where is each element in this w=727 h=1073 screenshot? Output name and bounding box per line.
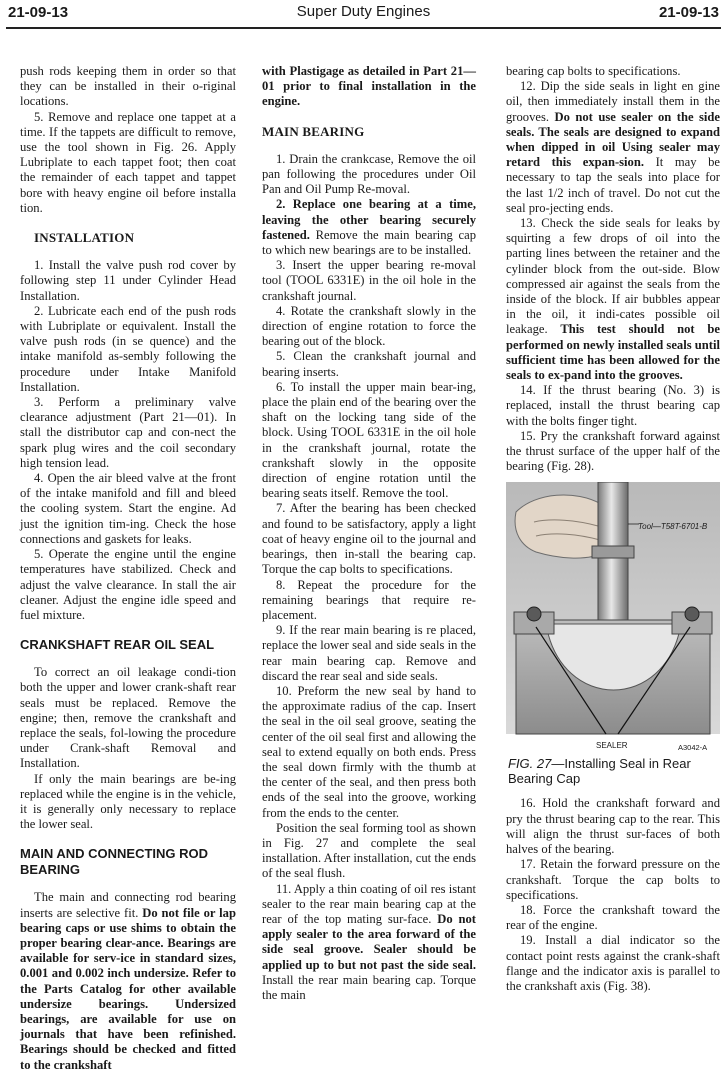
column-middle [262, 64, 476, 1003]
step [506, 216, 720, 383]
figure-caption [508, 756, 720, 786]
section-heading-crankshaft-seal: CRANKSHAFT REAR OIL SEAL [20, 637, 215, 653]
running-title: Super Duty Engines [296, 3, 431, 20]
step: 2. Lubricate each end of the push rods with Lubriplate or equivalent. Install the valve push rods (in se quence) and the intake manifold as-sembly following the procedure under Intake Manifold Installation. [20, 303, 236, 394]
step: 19. Install a dial indicator so the contact point rests against the crank-shaft flange and the indicator axis is parallel to the crankshaft axis (Fig. 38). [506, 933, 720, 993]
section-heading-installation: INSTALLATION [34, 230, 135, 246]
figure-27 [506, 482, 720, 752]
section-heading-main-bearing: MAIN BEARING [262, 123, 365, 139]
text-run: Install the rear main bearing cap. Torque the main [262, 972, 476, 1002]
step: 15. Pry the crankshaft forward against the thrust surface of the upper half of the bearing (Fig. 28). [506, 428, 720, 474]
step: 5. Clean the crankshaft journal and bearing inserts. [262, 349, 476, 379]
step: 3. Insert the upper bearing re-moval tool (TOOL 6331E) in the oil hole in the crankshaft journal. [262, 258, 476, 303]
step: 4. Open the air bleed valve at the front of the intake manifold and fill and bleed the cooling system. Start the engine. Ad just the ignition tim-ing. Check the hose connections and gaskets for leaks. [20, 471, 236, 546]
step: 3. Perform a preliminary valve clearance adjustment (Part 21—01). In stall the distributor cap and con-nect the spark plug wires and the coil secondary high tension lead. [20, 395, 236, 470]
page-header [0, 0, 727, 26]
step [506, 79, 720, 216]
step [262, 882, 476, 1004]
warning-text: 2. Replace one bearing at a time, leaving the other bearing securely fastened. [262, 197, 476, 242]
step: Position the seal forming tool as shown in Fig. 27 and complete the seal installation. After installation, cut the ends of the seal flush. [262, 820, 476, 881]
figure-code: A3042-A [678, 743, 708, 753]
step: 5. Operate the engine until the engine temperatures have stabilized. Check and adjust the valve clearance. In stall the air cleaner. Adjust the engine idle speed and fuel mixture. [20, 547, 236, 622]
figure-label-sealer: SEALER [596, 741, 628, 751]
warning-text: with Plastigage as detailed in Part 21—01 prior to final installation in the engine. [262, 64, 476, 109]
text-run: 12. Dip the side seals in light en gine oil, then immediately install them in the grooves. [506, 79, 720, 124]
warning-text: This test should not be performed on newly installed seals until sufficient time has been allowed for the seals to ex-pand into the grooves. [506, 322, 721, 383]
page-number-right: 21-09-13 [658, 4, 719, 21]
caption-text: —Installing Seal in Rear Bearing Cap [508, 756, 691, 787]
warning-text: Do not file or lap bearing caps or use shims to obtain the proper bearing clear-ance. Bearings are available for serv-ice in standard sizes, 0.001 and 0.002 inch undersize. Refer to the Parts Catalog for other available undersize bearings. Undersized bearings, are available for use on journals that have been refinished. Bearings should be checked and fitted to the crankshaft [20, 905, 236, 1072]
caption-figure-number: FIG. 27 [508, 756, 552, 772]
paragraph: bearing cap bolts to specifications. [506, 64, 681, 78]
step: 7. After the bearing has been checked and found to be satisfactory, apply a light coat of heavy engine oil to the journal and bearings, then in-stall the bearing cap. Torque the cap bolts to specifications. [262, 501, 476, 577]
header-rule [6, 27, 721, 29]
warning-text: Do not use sealer on the side seals. The seals are designed to expand when dipped in oil Using sealer may retard this expan-sion. [506, 109, 721, 170]
text-run: Remove the main bearing cap to which new bearings are to be installed. [262, 227, 476, 258]
step: 8. Repeat the procedure for the remaining bearings that require re-placement. [262, 577, 476, 622]
step: 14. If the thrust bearing (No. 3) is replaced, install the thrust bearing cap with the bolts finger tight. [506, 383, 720, 428]
warning-text: Do not apply sealer to the area forward of the side seal groove. Sealer should be applied up to but not past the side seal. [262, 911, 476, 972]
column-left [20, 64, 236, 1073]
figure-label-tool: Tool—T58T-6701-B [638, 522, 708, 532]
step: 4. Rotate the crankshaft slowly in the direction of engine rotation to force the bearing out of the block. [262, 303, 476, 349]
step: 18. Force the crankshaft toward the rear of the engine. [506, 902, 720, 933]
page-number-left: 21-09-13 [8, 4, 69, 21]
step [262, 197, 476, 258]
step: 6. To install the upper main bear-ing, place the plain end of the bearing over the shaft on the locking tang side of the block. Using TOOL 6331E in the oil hole in the crankshaft journal, rotate the crankshaft slowly in the opposite direction of engine rotation until the bearing seats itself. Remove the tool. [262, 379, 476, 501]
step: 1. Install the valve push rod cover by following step 11 under Cylinder Head Installation. [20, 258, 236, 303]
section-heading-main-rod-bearing: MAIN AND CONNECTING ROD BEARING [20, 846, 209, 878]
step: 17. Retain the forward pressure on the crankshaft. Torque the cap bolts to specifications. [506, 857, 720, 902]
paragraph: To correct an oil leakage condi-tion both the upper and lower crank-shaft rear seals must be replaced. Remove the engine; then, remove the crankshaft and replace the seals, fol-lowing the procedure under Crank-shaft Removal and Installation. [20, 665, 236, 771]
text-run: 11. Apply a thin coating of oil res istant sealer to the rear main bearing cap at the rear of the top mating sur-face. [262, 881, 476, 926]
text-run: 13. Check the side seals for leaks by squirting a few drops of oil into the parting lines between the retainer and the cylinder block from the out-side. Blow compressed air against the seals from the inside of the block. If air bubbles appear in the oil, it indi-cates possible oil leakage. [506, 216, 720, 337]
paragraph: If only the main bearings are be-ing replaced while the engine is in the vehicle, it is generally only necessary to replace the lower seal. [20, 771, 236, 832]
paragraph [262, 64, 476, 110]
paragraph: 5. Remove and replace one tappet at a time. If the tappets are difficult to remove, use the tool shown in Fig. 26. Apply Lubriplate to each tappet foot; then coat the remainder of each tappet and tappet bore with heavy engine oil before installa tion. [20, 109, 236, 215]
step: 9. If the rear main bearing is re placed, replace the lower seal and side seals in the rear main bearing cap. Remove and discard the rear seal and side seals. [262, 623, 476, 683]
step: 10. Preform the new seal by hand to the approximate radius of the cap. Insert the seal in the oil seal groove, seating the center of the oil seal first and allowing the seal to extend equally on both ends. Press the seal down firmly with the thumb at the center of the seal, and then press both ends of the seal into the groove, working from the ends to the center. [262, 683, 476, 820]
step: 16. Hold the crankshaft forward and pry the thrust bearing cap to the rear. This will align the thrust sur-faces of both halves of the bearing. [506, 796, 720, 857]
text-run: It may be necessary to tap the seals into place for the last 1/2 inch of travel. Do not cut the seal pro-jecting ends. [506, 155, 720, 215]
step: 1. Drain the crankcase, Remove the oil pan following the procedures under Oil Pan and Oil Pump Re-moval. [262, 151, 476, 197]
text-run: The main and connecting rod bearing inserts are selective fit. [20, 890, 236, 920]
paragraph [20, 890, 236, 1072]
column-right [506, 64, 720, 994]
paragraph: push rods keeping them in order so that they can be installed in their o-riginal locations. [20, 64, 236, 109]
